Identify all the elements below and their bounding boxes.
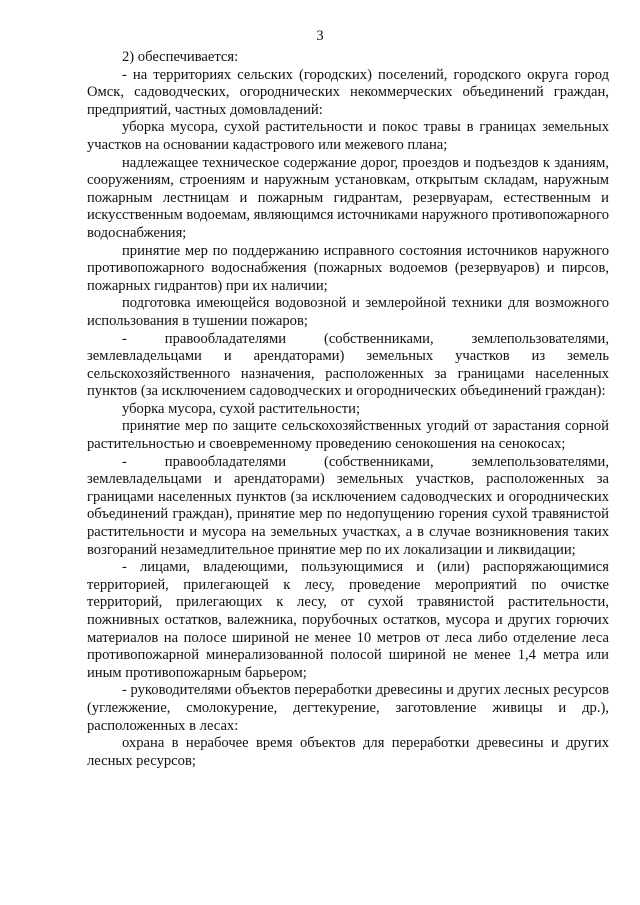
paragraph: надлежащее техническое содержание дорог, проездов и подъездов к зданиям, сооружениям, строениям и наружным установкам, открытым складам, наружным пожарным лестницам и пожарным гидрантам, резервуарам, естественным и искусственным водоемам, являющимся источниками наружного противопожарного водоснабжения; <box>87 154 609 241</box>
paragraph: уборка мусора, сухой растительности; <box>122 400 360 417</box>
paragraph: охрана в нерабочее время объектов для переработки древесины и других лесных ресурсов; <box>87 735 609 769</box>
paragraph: - правообладателями (собственниками, землепользователями, землевладельцами и арендаторами) земельных участков из земель сельскохозяйственного назначения, расположенных за границами населенных пунктов (за исключением садоводческих и огороднических объединений граждан): <box>87 330 609 400</box>
paragraph: - правообладателями (собственниками, землепользователями, землевладельцами и арендаторами) земельных участков, расположенных за границами населенных пунктов (за исключением садоводческих и огороднических объединений граждан), принятие мер по недопущению горения сухой травянистой растительности и мусора на земельных участках, а в случае возникновения таких возгораний незамедлительное принятие мер по их локализации и ликвидации; <box>87 453 609 558</box>
paragraph: принятие мер по поддержанию исправного состояния источников наружного противопожарного водоснабжения (пожарных водоемов (резервуаров) и пирсов, пожарных гидрантов) при их наличии; <box>87 242 609 294</box>
paragraph: - руководителями объектов переработки древесины и других лесных ресурсов (углежжение, смолокурение, дегтекурение, заготовление живицы и др.), расположенных в лесах: <box>87 682 609 734</box>
page-number: 3 <box>316 28 324 44</box>
document-body <box>87 49 609 770</box>
paragraph: принятие мер по защите сельскохозяйственных угодий от зарастания сорной растительностью и своевременному проведению сенокошения на сенокосах; <box>87 418 609 453</box>
paragraph: - лицами, владеющими, пользующимися и (или) распоряжающимися территорией, прилегающей к лесу, проведение мероприятий по очистке территорий, прилегающих к лесу, от сухой травянистой растительности, пожнивных остатков, валежника, порубочных остатков, мусора и других горючих материалов на полосе шириной не менее 10 метров от леса либо отделение леса противопожарной минерализованной полосой шириной не менее 1,4 метра или иным противопожарным барьером; <box>87 559 609 681</box>
paragraph: уборка мусора, сухой растительности и покос травы в границах земельных участков на основании кадастрового или межевого плана; <box>87 119 609 153</box>
paragraph: - на территориях сельских (городских) поселений, городского округа город Омск, садоводческих, огороднических некоммерческих объединений граждан, предприятий, частных домовладений: <box>87 66 609 118</box>
paragraph: подготовка имеющейся водовозной и землеройной техники для возможного использования в тушении пожаров; <box>87 295 609 329</box>
paragraph: 2) обеспечивается: <box>122 49 239 65</box>
